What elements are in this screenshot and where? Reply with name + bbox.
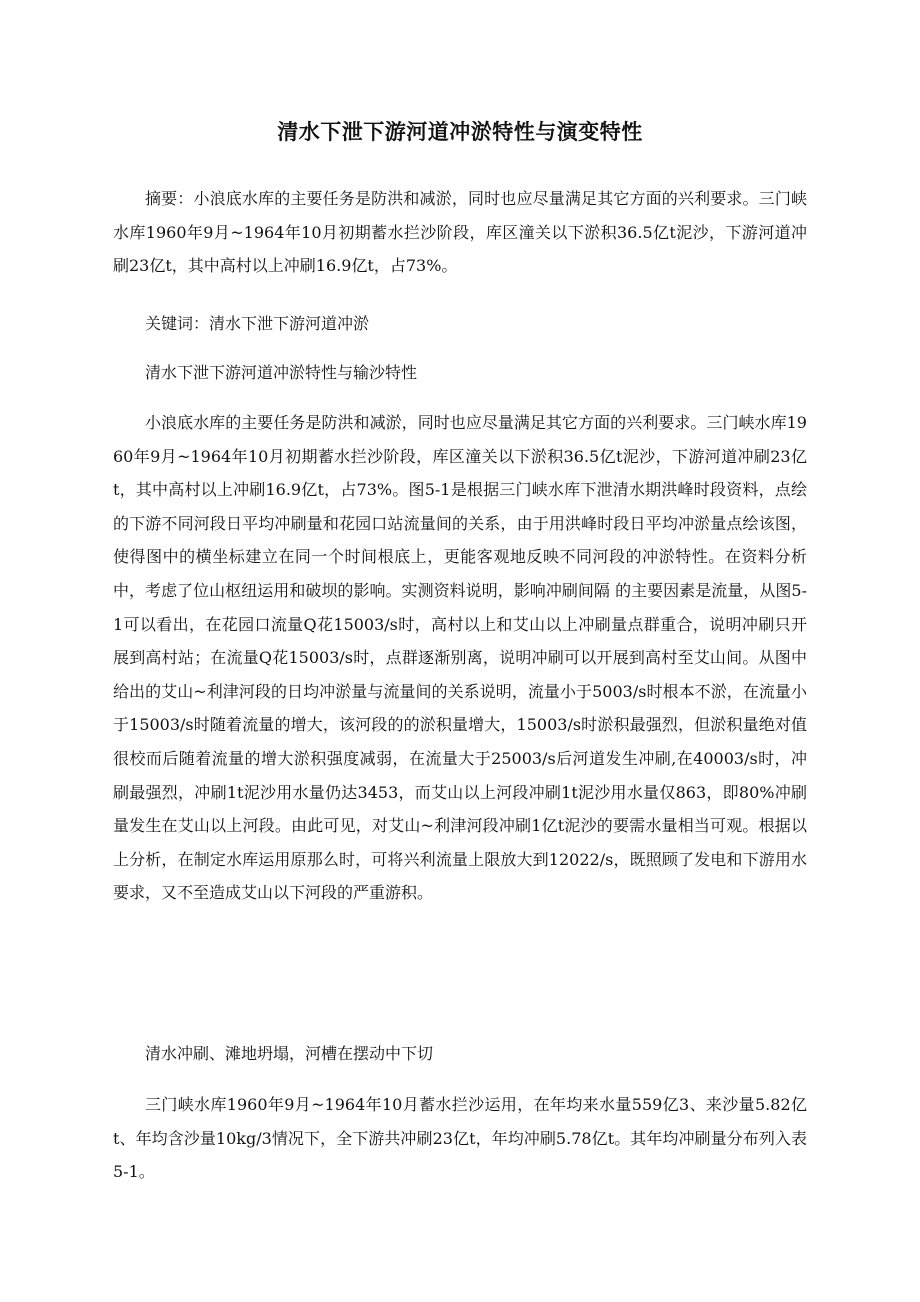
section-heading-2: 清水冲刷、滩地坍塌，河槽在摆动中下切 <box>145 1044 434 1063</box>
body-paragraph-1: 小浪底水库的主要任务是防洪和减淤，同时也应尽量满足其它方面的兴利要求。三门峡水库1960年9月~1964年10月初期蓄水拦沙阶段，库区潼关以下淤积36.5亿t泥沙，下游河道冲刷23亿t，其中高村以上冲刷16.9亿t，占73%。图5-1是根据三门峡水库下泄清水期洪峰时段资料，点绘的下游不同河段日平均冲刷量和花园口站流量间的关系，由于用洪峰时段日平均冲淤量点绘该图，使得图中的横坐标建立在同一个时间根底上，更能客观地反映不同河段的冲淤特性。在资料分析中，考虑了位山枢纽运用和破坝的影响。实测资料说明，影响冲刷间隔 的主要因素是流量，从图5-1可以看出，在花园口流量Q花15003/s时，高村以上和艾山以上冲刷量点群重合，说明冲刷只开展到高村站；在流量Q花15003/s时，点群逐渐别离，说明冲刷可以开展到高村至艾山间。从图中给出的艾山~利津河段的日均冲淤量与流量间的关系说明，流量小于5003/s时根本不淤，在流量小于15003/s时随着流量的增大，该河段的的淤积量增大，15003/s时淤积最强烈，但淤积量绝对值很校而后随着流量的增大淤积强度减弱，在流量大于25003/s后河道发生冲刷,在40003/s时，冲刷最强烈，冲刷1t泥沙用水量仍达3453，而艾山以上河段冲刷1t泥沙用水量仅863，即80%冲刷量发生在艾山以上河段。由此可见，对艾山~利津河段冲刷1亿t泥沙的要需水量相当可观。根据以上分析，在制定水库运用原那么时，可将兴利流量上限放大到12022/s，既照顾了发电和下游用水要求，又不至造成艾山以下河段的严重游积。 <box>113 413 807 903</box>
body-paragraph-2: 三门峡水库1960年9月~1964年10月蓄水拦沙运用，在年均来水量559亿3、来沙量5.82亿t、年均含沙量10kg/3情况下，全下游共冲刷23亿t，年均冲刷5.78亿t。其年均冲刷量分布列入表5-1。 <box>113 1095 807 1182</box>
abstract-paragraph: 摘要：小浪底水库的主要任务是防洪和减淤，同时也应尽量满足其它方面的兴利要求。三门峡水库1960年9月~1964年10月初期蓄水拦沙阶段，库区潼关以下淤积36.5亿t泥沙，下游河道冲刷23亿t，其中高村以上冲刷16.9亿t，占73%。 <box>113 189 807 276</box>
keywords-line: 关键词：清水下泄下游河道冲淤 <box>145 314 370 333</box>
document-title: 清水下泄下游河道冲淤特性与演变特性 <box>277 120 643 144</box>
section-heading-1: 清水下泄下游河道冲淤特性与输沙特性 <box>145 363 418 382</box>
